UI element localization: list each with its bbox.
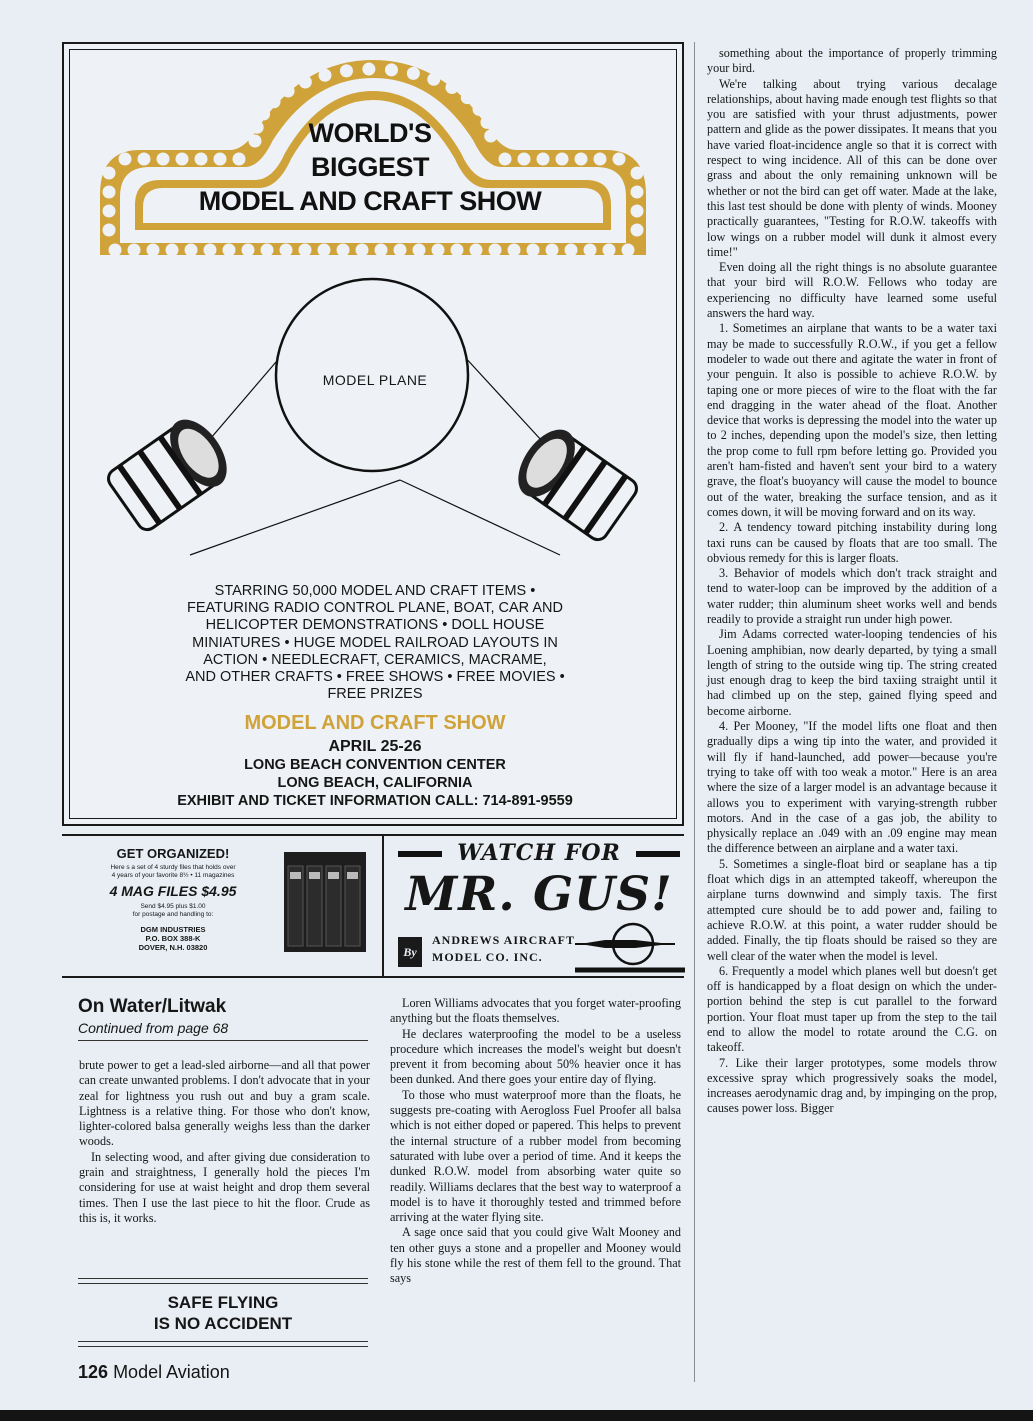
paragraph: 4. Per Mooney, "If the model lifts one float and then gradually dips a wing tip into the water, and provided it will fly if hand-launched, add power—because you're trying to take off with too weak a motor." Here is an area where the size of a larger model is an advantage because it allows you to experiment with varying-strength rubber motors. And in the case of a gas job, the ability to physically replace an .049 with an .09 engine may mean the difference between an airplane and a water taxi. <box>707 719 997 856</box>
paragraph: 3. Behavior of models which don't track straight and tend to water-loop can be improved by the addition of a water rudder; thin aluminum sheet works well and bends readily to provide a straight run under high power. <box>707 566 997 626</box>
feature-line: FEATURING RADIO CONTROL PLANE, BOAT, CAR AND <box>187 600 563 617</box>
show-exhibit-phone: EXHIBIT AND TICKET INFORMATION CALL: 714-891-9559 <box>177 793 573 809</box>
sign-line3: MODEL AND CRAFT SHOW <box>198 186 542 216</box>
show-venue: LONG BEACH CONVENTION CENTER <box>244 757 506 773</box>
amc-emblem-icon <box>575 912 685 974</box>
show-date: APRIL 25-26 <box>328 738 422 755</box>
article-column-2 <box>390 996 681 1287</box>
paragraph: 5. Sometimes a single-float bird or seaplane has a tip float which digs in an attempted takeoff, whereupon the airplane turns downwind and simply taxis. The first attempted cure should be to add power and, failing to achieve R.O.W. at this point, a water rudder should be added. Finally, the tip floats should be raised so they are well clear of the water when the model is level. <box>707 856 997 963</box>
article-title: On Water/Litwak <box>78 996 227 1017</box>
safe-line1: SAFE FLYING <box>167 1293 279 1312</box>
organize-ad-title: GET ORGANIZED! <box>116 846 230 861</box>
feature-line: MINIATURES • HUGE MODEL RAILROAD LAYOUTS IN <box>192 634 558 651</box>
address-line: P.O. BOX 388-K <box>145 934 201 943</box>
company-name-line2: MODEL CO. INC. <box>432 950 543 964</box>
ad-row-divider <box>382 836 384 976</box>
paragraph: Jim Adams corrected water-looping tendencies of his Loening amphibian, now dearly departed, by tying a small length of string to the outside wing tip. The string created just enough drag to keep the bird taxiing straight until it had climbed up on the step, gained flying speed and become airborne. <box>707 627 997 718</box>
show-title: MODEL AND CRAFT SHOW <box>244 712 506 734</box>
show-info <box>110 738 640 810</box>
paragraph: Even doing all the right things is no absolute guarantee that your bird will R.O.W. Fellows who today are experiencing no difficulty have learned some useful answers the hard way. <box>707 260 997 321</box>
model-plane-label: MODEL PLANE <box>322 372 428 388</box>
feature-line: ACTION • NEEDLECRAFT, CERAMICS, MACRAME, <box>203 651 547 668</box>
magazine-name: Model Aviation <box>113 1362 230 1382</box>
paragraph: We're talking about trying various decalage relationships, about having made enough test flights so that you are satisfied with your thrust adjustments, power pattern and glide as the power dissipates. It means that you have varied float-incidence angle so that it is correct with respect to wing incidence. All of this can be done over grass and about the only remaining unknown will be whether or not the bird can get off water. Made at the lake, this last test should be done with plenty of winds. Mooney practically guarantees, "Testing for R.O.W. takeoffs with low wings on a rubber model will dunk it almost every time!" <box>707 76 997 259</box>
sign-headline <box>120 116 620 218</box>
safe-rule <box>78 1346 368 1347</box>
organize-ad-postage <box>78 903 268 918</box>
company-name-line1: ANDREWS AIRCRAFT <box>432 933 576 947</box>
page-folio <box>78 1362 230 1383</box>
features-list <box>130 583 620 703</box>
andrews-logo-icon: By <box>398 937 422 967</box>
safe-rule <box>78 1341 368 1342</box>
feature-line: STARRING 50,000 MODEL AND CRAFT ITEMS • <box>214 583 536 599</box>
safe-line2: IS NO ACCIDENT <box>153 1314 293 1333</box>
page-number: 126 <box>78 1362 109 1382</box>
article-column-3 <box>707 46 997 1117</box>
organize-ad-price: 4 MAG FILES $4.95 <box>109 883 237 899</box>
sign-line1: WORLD'S <box>308 118 432 148</box>
mr-gus-heading: MR. GUS! <box>405 867 673 922</box>
bottom-edge <box>0 1410 1033 1421</box>
address-line: DGM INDUSTRIES <box>140 925 206 934</box>
paragraph: To those who must waterproof more than the floats, he suggests pre-coating with Aerogloss Fuel Proofer all balsa which is not either doped or papered. This helps to prevent the internal structure of a rubber model from becoming saturated with lube over a period of time. And it keeps the dunked R.O.W. model from absorbing water quite so readily. Williams declares that the best way to waterproof a model is to have it thoroughly tested and trimmed before arriving at the water flying site. <box>390 1087 681 1225</box>
organize-desc-line: Here s a set of 4 sturdy files that holds over <box>110 864 236 871</box>
safe-rule <box>78 1283 368 1284</box>
right-spotlight-icon <box>507 419 642 545</box>
ad-row-top-rule <box>62 834 684 836</box>
postage-line: for postage and handling to: <box>132 910 214 918</box>
paragraph: brute power to get a lead-sled airborne—and all that power can create unwanted problems. I don't advocate that in your zeal for lightness you rush out and buy a gram scale. Lightness is a relative thing. For those who don't know, lighter-colored balsa generally weighs less than the darker woods. <box>79 1058 370 1149</box>
organize-desc-line: 4 years of your favorite 8½ • 11 magazines <box>111 872 235 879</box>
feature-line: AND OTHER CRAFTS • FREE SHOWS • FREE MOVIES • <box>185 669 565 686</box>
paragraph: something about the importance of properly trimming your bird. <box>707 46 997 76</box>
paragraph: In selecting wood, and after giving due consideration to grain and straightness, I generally hold the pieces I'm considering for use at waist height and drop them several times. Then I use the last piece to hit the floor. Crude as this is, it works. <box>79 1149 370 1225</box>
spotlight-illustration <box>70 275 670 595</box>
article-column-1 <box>79 1058 370 1226</box>
ad-row-bottom-rule <box>62 976 684 978</box>
paragraph: 2. A tendency toward pitching instability during long taxi runs can be caused by floats that are too small. The obvious remedy for this is larger floats. <box>707 520 997 565</box>
paragraph: Loren Williams advocates that you forget water-proofing anything but the floats themselves. <box>390 996 681 1026</box>
show-city: LONG BEACH, CALIFORNIA <box>277 775 473 791</box>
sign-line2: BIGGEST <box>310 152 429 182</box>
article-continued: Continued from page 68 <box>78 1020 229 1036</box>
watch-for-heading: WATCH FOR <box>457 840 621 866</box>
paragraph: 6. Frequently a model which planes well but doesn't get off is handicapped by a float design on which the under-portion behind the step is cut parallel to the forward portion. Your float must taper up from the step to the tail end to allow the model to rotate around the C.G. on takeoff. <box>707 963 997 1055</box>
safe-rule <box>78 1278 368 1279</box>
paragraph: A sage once said that you could give Walt Mooney and ten other guys a stone and a propeller and Mooney would fly his stone while the rest of them fell to the ground. That says <box>390 1225 681 1286</box>
column-divider <box>694 42 695 1382</box>
left-spotlight-icon <box>103 409 238 535</box>
paragraph: He declares waterproofing the model to be a useless procedure which increases the model's weight but doesn't prevent it from becoming about 50% heavier once it has been dunked. And there goes your entire day of flying. <box>390 1026 681 1087</box>
paragraph: 7. Like their larger prototypes, some models throw excessive spray which progressively soaks the model, increases aerodynamic drag and, by impinging on the prop, causes power loss. Bigger <box>707 1055 997 1116</box>
safe-flying-box <box>78 1292 368 1334</box>
title-rule <box>78 1040 368 1041</box>
feature-line: HELICOPTER DEMONSTRATIONS • DOLL HOUSE <box>205 617 545 634</box>
mag-files-image <box>284 852 366 952</box>
organize-ad-address <box>78 925 268 952</box>
paragraph: 1. Sometimes an airplane that wants to be a water taxi may be made to successfully R.O.W., if you get a fellow modeler to wade out there and agitate the water in front of your penguin. It also is possible to achieve R.O.W. by taping one or more pieces of wire to the float with the far end dragging in the water ahead of the float. Another device that works is depressing the model into the water up to 2 inches, depending upon the model's size, then letting the prop come to full rpm before letting go. Provided you aren't ham-fisted and haven't sent your bird to a watery grave, the float's buoyancy will cause the model to bounce out of the water, breaking the surface tension, and as it comes down, it will be moving forward and on its way. <box>707 321 997 519</box>
address-line: DOVER, N.H. 03820 <box>138 943 208 952</box>
postage-line: Send $4.95 plus $1.00 <box>140 903 206 910</box>
feature-line: FREE PRIZES <box>327 686 423 703</box>
organize-ad-desc <box>78 864 268 880</box>
